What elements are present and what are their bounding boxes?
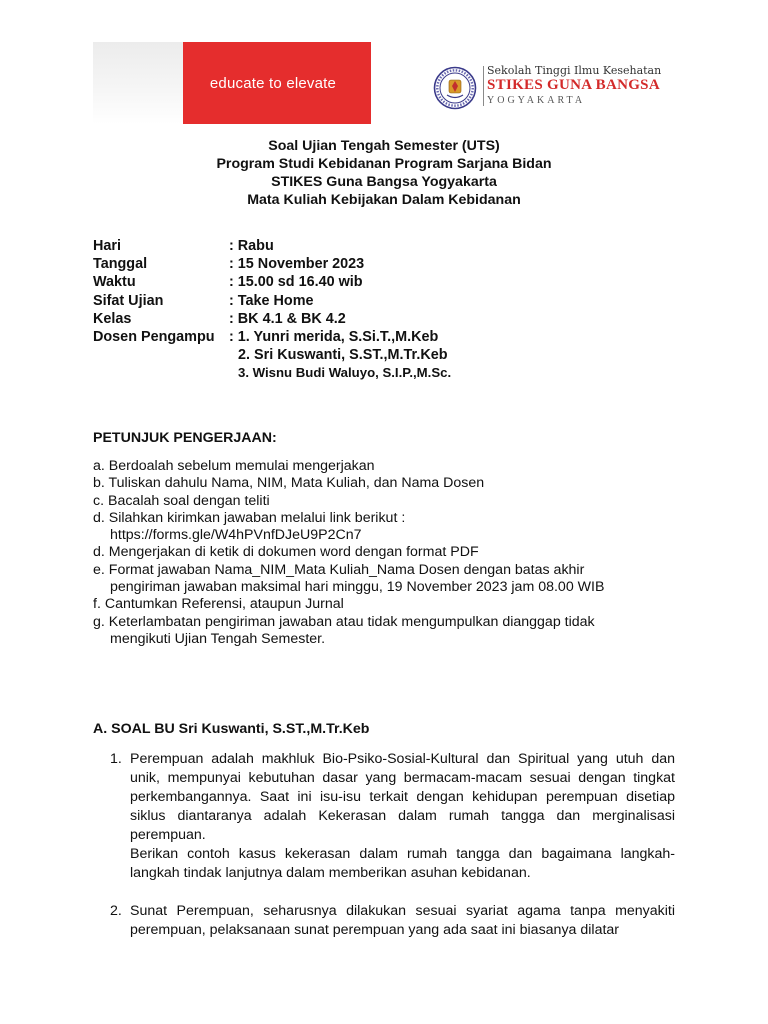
submission-link[interactable]: https://forms.gle/W4hPVnfDJeU9P2Cn7 — [110, 527, 362, 544]
logo-line-3: YOGYAKARTA — [487, 95, 586, 106]
question-text: Perempuan adalah makhluk Bio-Psiko-Sosial-Kultural dan Spiritual yang utuh dan unik, mempunyai kebutuhan dasar yang bermacam-macam sesuai dengan tingkat perkembangannya. Saat ini isu-isu terkait dengan kehidupan perempuan disetiap siklus diantaranya adalah Kekerasan dalam rumah tangga dan merginalisasi perempuan. — [130, 751, 675, 843]
info-value: : 15.00 sd 16.40 wib — [229, 274, 363, 291]
info-value: : Take Home — [229, 292, 314, 309]
info-label: Kelas — [93, 310, 132, 327]
info-value: 2. Sri Kuswanti, S.ST.,M.Tr.Keb — [238, 347, 448, 364]
info-label: Dosen Pengampu — [93, 328, 215, 345]
instructions-list — [93, 458, 604, 648]
list-item-continuation: mengikuti Ujian Tengah Semester. — [110, 630, 326, 647]
info-value: 3. Wisnu Budi Waluyo, S.I.P.,M.Sc. — [238, 365, 452, 381]
list-item: d. Mengerjakan di ketik di dokumen word dengan format PDF — [93, 544, 479, 561]
list-item: a. Berdoalah sebelum memulai mengerjakan — [93, 458, 375, 474]
info-label: Sifat Ujian — [93, 292, 164, 309]
document-title-block — [0, 137, 768, 209]
section-a-heading: A. SOAL BU Sri Kuswanti, S.ST.,M.Tr.Keb — [93, 721, 370, 737]
info-value: : 15 November 2023 — [229, 256, 365, 273]
title-line-3: STIKES Guna Bangsa Yogyakarta — [271, 174, 497, 190]
banner-grey-panel — [93, 42, 183, 124]
info-value: : 1. Yunri merida, S.Si.T.,M.Keb — [229, 328, 439, 345]
institution-logo — [433, 64, 683, 108]
instructions-heading: PETUNJUK PENGERJAAN: — [93, 430, 277, 446]
logo-line-1: Sekolah Tinggi Ilmu Kesehatan — [487, 64, 662, 77]
title-line-2: Program Studi Kebidanan Program Sarjana Bidan — [216, 156, 552, 172]
info-label: Tanggal — [93, 256, 148, 273]
question-number: 1. — [110, 751, 122, 767]
question-list — [110, 750, 675, 940]
logo-line-2: STIKES GUNA BANGSA — [487, 77, 660, 93]
list-item-continuation: pengiriman jawaban maksimal hari minggu, 19 November 2023 jam 08.00 WIB — [110, 579, 605, 596]
question-number: 2. — [110, 903, 122, 919]
banner-slogan: educate to elevate — [209, 74, 337, 92]
question-1 — [110, 750, 675, 883]
question-text: Sunat Perempuan, seharusnya dilakukan sesuai syariat agama tanpa menyakiti perempuan, pelaksanaan sunat perempuan yang ada saat ini biasanya dilatar — [130, 903, 675, 938]
list-item: d. Silahkan kirimkan jawaban melalui link berikut : — [93, 509, 406, 526]
info-value: : Rabu — [229, 238, 274, 254]
title-line-4: Mata Kuliah Kebijakan Dalam Kebidanan — [247, 192, 521, 208]
info-value: : BK 4.1 & BK 4.2 — [229, 310, 346, 327]
question-prompt: Berikan contoh kasus kekerasan dalam rumah tangga dan bagaimana langkah-langkah tindak lanjutnya dalam memberikan asuhan kebidanan. — [130, 846, 675, 881]
info-label: Waktu — [93, 274, 136, 291]
question-2 — [110, 902, 675, 940]
info-label: Hari — [93, 238, 121, 254]
title-line-1: Soal Ujian Tengah Semester (UTS) — [268, 138, 500, 154]
logo-divider — [483, 66, 484, 106]
seal-icon — [433, 66, 477, 110]
list-item: f. Cantumkan Referensi, ataupun Jurnal — [93, 596, 344, 613]
list-item: e. Format jawaban Nama_NIM_Mata Kuliah_Nama Dosen dengan batas akhir — [93, 561, 585, 578]
list-item: g. Keterlambatan pengiriman jawaban atau tidak mengumpulkan dianggap tidak — [93, 613, 595, 630]
banner-red-panel — [183, 42, 371, 124]
list-item: c. Bacalah soal dengan teliti — [93, 492, 270, 509]
list-item: b. Tuliskan dahulu Nama, NIM, Mata Kuliah, dan Nama Dosen — [93, 475, 485, 492]
